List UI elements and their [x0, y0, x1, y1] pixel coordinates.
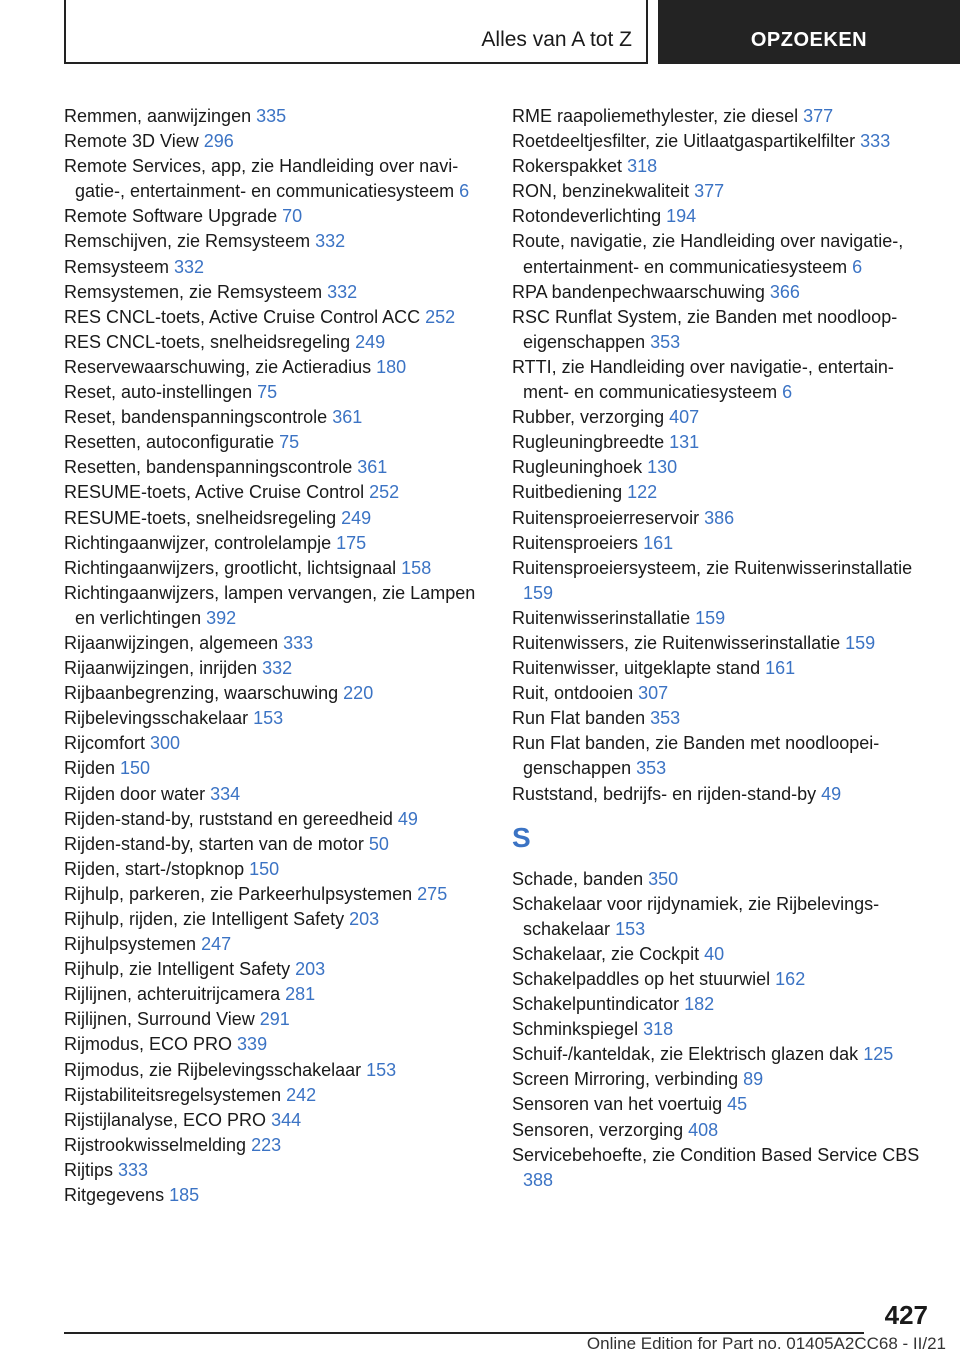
index-entry	[512, 1143, 932, 1193]
index-entry-text: Route, navigatie, zie Handleiding over navigatie-, entertainment- en communicatiesysteem	[512, 231, 904, 277]
index-entry	[64, 882, 484, 907]
page-reference-link[interactable]: 162	[775, 969, 806, 989]
index-entry-text: Richtingaanwijzers, lampen vervangen, zie Lampen en verlichtingen	[64, 582, 476, 628]
index-group-s	[512, 867, 932, 1193]
index-entry	[512, 355, 932, 405]
index-entry-text: Rijaanwijzingen, algemeen	[64, 632, 284, 653]
index-entry	[512, 455, 932, 480]
index-entry-text: Rijhulpsystemen	[64, 934, 202, 955]
index-entry-text: Ruitensproeiersysteem, zie Ruitenwisserinstallatie	[512, 557, 913, 578]
index-entry	[512, 656, 932, 681]
header-chapter-label: OPZOEKEN	[750, 29, 868, 51]
page-reference-link[interactable]: 333	[283, 632, 314, 653]
index-entry-text: Rijcomfort	[64, 733, 151, 754]
index-entry-text: RES CNCL-toets, Active Cruise Control ACC	[64, 306, 426, 327]
index-column-left	[64, 104, 484, 1208]
page-reference-link[interactable]: 252	[369, 482, 400, 503]
page-reference-link[interactable]: 318	[643, 1019, 674, 1040]
index-entry	[512, 154, 932, 179]
index-entry	[64, 857, 484, 882]
page-reference-link[interactable]: 291	[259, 1009, 290, 1030]
page-reference-link[interactable]: 361	[332, 407, 363, 428]
page-reference-link[interactable]: 182	[684, 994, 715, 1015]
page-reference-link[interactable]: 366	[769, 281, 800, 302]
index-entry-text: Remote 3D View	[64, 131, 204, 152]
page-reference-link[interactable]: 153	[366, 1059, 397, 1080]
index-entry	[512, 942, 932, 967]
index-entry-text: Run Flat banden, zie Banden met noodloopeigenschappen	[512, 733, 880, 779]
index-entry-text: Rijhulp, zie Intelligent Safety	[64, 959, 296, 980]
index-entry-text: RESUME-toets, Active Cruise Control	[64, 482, 370, 503]
index-entry	[64, 982, 484, 1007]
page-reference-link[interactable]: 333	[860, 131, 891, 152]
index-entry-text: Remschijven, zie Remsysteem	[64, 231, 316, 252]
index-entry-text: Remote Services, app, zie Handleiding over navigatie-, entertainment- en communicatiesysteem	[64, 156, 460, 202]
index-entry-text: Ruitensproeierreservoir	[512, 507, 705, 528]
index-entry-text: Ruststand, bedrijfs- en rijden-stand-by	[512, 783, 822, 804]
index-entry-text: Rijstabiliteitsregelsystemen	[64, 1084, 287, 1105]
index-entry	[512, 1118, 932, 1143]
index-entry-text: Richtingaanwijzers, grootlicht, lichtsignaal	[64, 557, 402, 578]
index-entry-text: Rijstrookwisselmelding	[64, 1134, 252, 1155]
page-reference-link[interactable]: 150	[120, 758, 151, 779]
index-entry	[64, 229, 484, 254]
page-reference-link[interactable]: 89	[743, 1069, 764, 1090]
index-entry	[512, 992, 932, 1017]
index-entry	[64, 756, 484, 781]
index-entry	[512, 892, 932, 942]
page-reference-link[interactable]: 407	[669, 407, 700, 428]
page-reference-link[interactable]: 281	[285, 984, 316, 1005]
page-reference-link[interactable]: 332	[174, 256, 205, 277]
index-entry-text: Reset, bandenspanningscontrole	[64, 407, 333, 428]
letter-heading-s: S	[512, 821, 531, 853]
index-entry-text: Rijmodus, ECO PRO	[64, 1034, 238, 1055]
index-entry	[64, 129, 484, 154]
index-entry-text: Servicebehoefte, zie Condition Based Service CBS	[512, 1144, 920, 1165]
index-entry-text: Rijden	[64, 758, 121, 779]
index-entry	[64, 204, 484, 229]
page-reference-link[interactable]: 158	[401, 557, 432, 578]
index-entry-text: Richtingaanwijzer, controlelampje	[64, 532, 337, 553]
index-entry-text: Rijbaanbegrenzing, waarschuwing	[64, 683, 344, 704]
index-entry-text: Ruitbediening	[512, 482, 628, 503]
index-entry	[512, 280, 932, 305]
index-entry-text: Resetten, autoconfiguratie	[64, 432, 280, 453]
page-reference-link[interactable]: 386	[704, 507, 735, 528]
index-entry-text: Remote Software Upgrade	[64, 206, 283, 227]
index-entry-text: Rijbelevingsschakelaar	[64, 708, 254, 729]
page-reference-link[interactable]: 275	[417, 883, 448, 904]
page-reference-link[interactable]: 159	[695, 607, 726, 628]
index-entry	[64, 681, 484, 706]
page-number: 427	[884, 1300, 928, 1330]
index-entry-text: Rijden, start-/stopknop	[64, 858, 250, 879]
index-entry-text: Ruitenwisser, uitgeklapte stand	[512, 658, 766, 679]
index-entry	[64, 330, 484, 355]
index-entry	[64, 832, 484, 857]
page-reference-link[interactable]: 377	[694, 181, 725, 202]
index-entry	[512, 731, 932, 781]
index-entry	[64, 255, 484, 280]
index-entry-text: Rokerspakket	[512, 156, 628, 177]
page-reference-link[interactable]: 249	[341, 507, 372, 528]
footer-edition: Online Edition for Part no. 01405A2CC68 - II/21	[586, 1334, 946, 1353]
index-entry	[512, 104, 932, 129]
index-group-r	[512, 104, 932, 807]
index-entry	[512, 531, 932, 556]
index-entry	[64, 957, 484, 982]
index-entry-text: Ruitensproeiers	[512, 532, 644, 553]
index-entry	[64, 807, 484, 832]
index-entry-text: RES CNCL-toets, snelheidsregeling	[64, 331, 356, 352]
index-entry	[64, 731, 484, 756]
page-reference-link[interactable]: 130	[647, 457, 678, 478]
index-entry	[64, 631, 484, 656]
index-entry-text: Remsystemen, zie Remsysteem	[64, 281, 328, 302]
index-entry	[64, 1058, 484, 1083]
index-entry	[64, 932, 484, 957]
index-entry	[64, 380, 484, 405]
page-reference-link[interactable]: 353	[650, 708, 681, 729]
index-entry	[64, 405, 484, 430]
index-entry-text: Rotondeverlichting	[512, 206, 667, 227]
index-entry	[512, 129, 932, 154]
page-reference-link[interactable]: 339	[237, 1034, 268, 1055]
index-entry-text: RSC Runflat System, zie Banden met noodloopeigenschappen	[512, 306, 898, 352]
index-entry	[64, 1183, 484, 1208]
index-entry	[64, 656, 484, 681]
index-entry	[512, 480, 932, 505]
index-entry	[512, 430, 932, 455]
index-entry-text: Rijlijnen, Surround View	[64, 1009, 260, 1030]
page-reference-link[interactable]: 153	[615, 918, 646, 939]
page-reference-link[interactable]: 159	[523, 582, 554, 603]
index-entry	[512, 556, 932, 606]
index-entry	[512, 782, 932, 807]
index-entry-text: Roetdeeltjesfilter, zie Uitlaatgaspartikelfilter	[512, 131, 861, 152]
page-reference-link[interactable]: 161	[765, 658, 796, 679]
index-entry	[64, 1083, 484, 1108]
index-entry-text: Rijtips	[64, 1159, 119, 1180]
index-entry	[512, 405, 932, 430]
page-reference-link[interactable]: 318	[627, 156, 658, 177]
index-entry	[512, 1067, 932, 1092]
index-entry-text: Schuif-/kanteldak, zie Elektrisch glazen dak	[512, 1044, 864, 1065]
index-entry	[512, 706, 932, 731]
index-entry-text: Rijden door water	[64, 783, 211, 804]
page-reference-link[interactable]: 249	[355, 331, 386, 352]
page-reference-link[interactable]: 408	[688, 1119, 719, 1140]
page-reference-link[interactable]: 50	[368, 833, 389, 854]
page-reference-link[interactable]: 125	[863, 1044, 894, 1065]
page-reference-link[interactable]: 175	[336, 532, 367, 553]
index-entry-text: Screen Mirroring, verbinding	[512, 1069, 744, 1090]
page-reference-link[interactable]: 247	[201, 934, 232, 955]
index-entry-text: Schminkspiegel	[512, 1019, 644, 1040]
index-entry	[512, 204, 932, 229]
page-reference-link[interactable]: 75	[279, 432, 300, 453]
index-entry-text: Schakelpaddles op het stuurwiel	[512, 969, 776, 989]
index-entry	[64, 581, 484, 631]
page-reference-link[interactable]: 350	[648, 868, 679, 889]
page-reference-link[interactable]: 49	[397, 808, 418, 829]
index-entry-text: Ruitenwissers, zie Ruitenwisserinstallatie	[512, 632, 846, 653]
index-entry	[64, 480, 484, 505]
page-reference-link[interactable]: 150	[249, 858, 280, 879]
index-entry-text: Schade, banden	[512, 868, 649, 889]
index-entry-text: Rubber, verzorging	[512, 407, 670, 428]
page-reference-link[interactable]: 252	[425, 306, 456, 327]
index-entry	[64, 280, 484, 305]
index-entry-text: Rijden-stand-by, ruststand en gereedheid	[64, 808, 398, 829]
index-entry-text: Run Flat banden	[512, 708, 651, 729]
index-entry-text: RESUME-toets, snelheidsregeling	[64, 507, 342, 528]
page-reference-link[interactable]: 353	[650, 331, 681, 352]
index-entry	[512, 1017, 932, 1042]
page-reference-link[interactable]: 296	[203, 131, 234, 152]
index-entry-text: Rijlijnen, achteruitrijcamera	[64, 984, 286, 1005]
page-reference-link[interactable]: 300	[150, 733, 181, 754]
header-section-label: Alles van A tot Z	[481, 28, 632, 51]
index-entry	[64, 305, 484, 330]
index-entry	[512, 1092, 932, 1117]
page-reference-link[interactable]: 40	[704, 943, 725, 964]
index-entry	[64, 430, 484, 455]
page-reference-link[interactable]: 333	[118, 1159, 149, 1180]
index-entry	[64, 1032, 484, 1057]
page-reference-link[interactable]: 122	[627, 482, 658, 503]
page-reference-link[interactable]: 6	[459, 181, 470, 202]
index-entry-text: Rijaanwijzingen, inrijden	[64, 658, 263, 679]
index-entry-text: Rijhulp, parkeren, zie Parkeerhulpsystemen	[64, 883, 418, 904]
index-entry-text: Sensoren, verzorging	[512, 1119, 689, 1140]
index-entry	[512, 631, 932, 656]
page-reference-link[interactable]: 332	[327, 281, 358, 302]
index-entry-text: Rijstijlanalyse, ECO PRO	[64, 1109, 272, 1130]
index-entry	[64, 907, 484, 932]
page-reference-link[interactable]: 6	[782, 382, 793, 403]
page-reference-link[interactable]: 377	[803, 106, 834, 126]
index-entry	[64, 506, 484, 531]
index-entry-text: Ritgegevens	[64, 1185, 170, 1206]
page-reference-link[interactable]: 131	[669, 432, 700, 453]
page-reference-link[interactable]: 332	[262, 658, 293, 679]
page-reference-link[interactable]: 159	[845, 632, 876, 653]
index-entry-text: RME raapoliemethylester, zie diesel	[512, 106, 804, 126]
index-entry	[512, 967, 932, 992]
page-reference-link[interactable]: 70	[282, 206, 303, 227]
page-reference-link[interactable]: 203	[349, 909, 380, 929]
header-chapter-tab[interactable]	[658, 0, 960, 64]
index-entry	[64, 782, 484, 807]
page-reference-link[interactable]: 161	[643, 532, 674, 553]
index-entry	[64, 455, 484, 480]
index-entry-text: Resetten, bandenspanningscontrole	[64, 457, 358, 478]
page-reference-link[interactable]: 388	[523, 1169, 554, 1190]
page-reference-link[interactable]: 6	[852, 256, 863, 277]
page-reference-link[interactable]: 203	[295, 959, 326, 980]
page-reference-link[interactable]: 220	[343, 683, 374, 704]
index-entry	[512, 681, 932, 706]
index-entry-text: RPA bandenpechwaarschuwing	[512, 281, 770, 302]
index-entry-text: Reset, auto-instellingen	[64, 382, 258, 403]
page-reference-link[interactable]: 194	[666, 206, 697, 227]
index-entry	[64, 154, 484, 204]
page-reference-link[interactable]: 307	[638, 683, 669, 704]
index-entry-text: Sensoren van het voertuig	[512, 1094, 728, 1115]
page-reference-link[interactable]: 75	[257, 382, 278, 403]
index-entry	[64, 1133, 484, 1158]
index-entry	[64, 531, 484, 556]
index-entry	[64, 1108, 484, 1133]
page-reference-link[interactable]: 334	[210, 783, 241, 804]
page-reference-link[interactable]: 223	[251, 1134, 282, 1155]
page-reference-link[interactable]: 361	[357, 457, 388, 478]
index-entry-text: Ruitenwisserinstallatie	[512, 607, 696, 628]
index-entry-text: Schakelaar voor rijdynamiek, zie Rijbelevingsschakelaar	[512, 893, 880, 939]
index-entry	[512, 1042, 932, 1067]
index-entry	[64, 355, 484, 380]
index-entry	[512, 229, 932, 279]
index-entry	[64, 1158, 484, 1183]
index-entry-text: Rijmodus, zie Rijbelevingsschakelaar	[64, 1059, 367, 1080]
index-entry-text: Remmen, aanwijzingen	[64, 106, 257, 126]
page-reference-link[interactable]: 180	[376, 356, 407, 377]
page-reference-link[interactable]: 353	[636, 758, 667, 779]
page-reference-link[interactable]: 153	[253, 708, 284, 729]
index-entry	[512, 606, 932, 631]
index-entry	[512, 179, 932, 204]
index-entry	[512, 305, 932, 355]
index-entry	[64, 706, 484, 731]
index-entry	[512, 867, 932, 892]
index-entry-text: Schakelaar, zie Cockpit	[512, 943, 705, 964]
page-reference-link[interactable]: 332	[315, 231, 346, 252]
page-reference-link[interactable]: 45	[727, 1094, 748, 1115]
index-entry	[64, 1007, 484, 1032]
index-entry	[64, 556, 484, 581]
index-entry-text: Rijden-stand-by, starten van de motor	[64, 833, 369, 854]
index-entry-text: Rugleuninghoek	[512, 457, 648, 478]
index-entry-text: Rugleuningbreedte	[512, 432, 670, 453]
index-entry-text: Ruit, ontdooien	[512, 683, 639, 704]
index-entry-text: Reservewaarschuwing, zie Actieradius	[64, 356, 377, 377]
page-reference-link[interactable]: 242	[286, 1084, 317, 1105]
index-entry-text: Schakelpuntindicator	[512, 994, 685, 1015]
page-reference-link[interactable]: 344	[271, 1109, 302, 1130]
index-column-right	[512, 104, 932, 1193]
index-entry-text: Remsysteem	[64, 256, 175, 277]
header-section-box	[64, 0, 648, 64]
index-entry-text: RTTI, zie Handleiding over navigatie-, entertainment- en communicatiesysteem	[512, 356, 894, 403]
page-reference-link[interactable]: 185	[169, 1185, 200, 1206]
index-entry	[512, 506, 932, 531]
page-reference-link[interactable]: 49	[821, 783, 842, 804]
page-reference-link[interactable]: 335	[256, 106, 287, 126]
page-reference-link[interactable]: 392	[206, 607, 237, 628]
index-entry	[64, 104, 484, 129]
index-entry-text: Rijhulp, rijden, zie Intelligent Safety	[64, 909, 350, 929]
index-entry-text: RON, benzinekwaliteit	[512, 181, 695, 202]
